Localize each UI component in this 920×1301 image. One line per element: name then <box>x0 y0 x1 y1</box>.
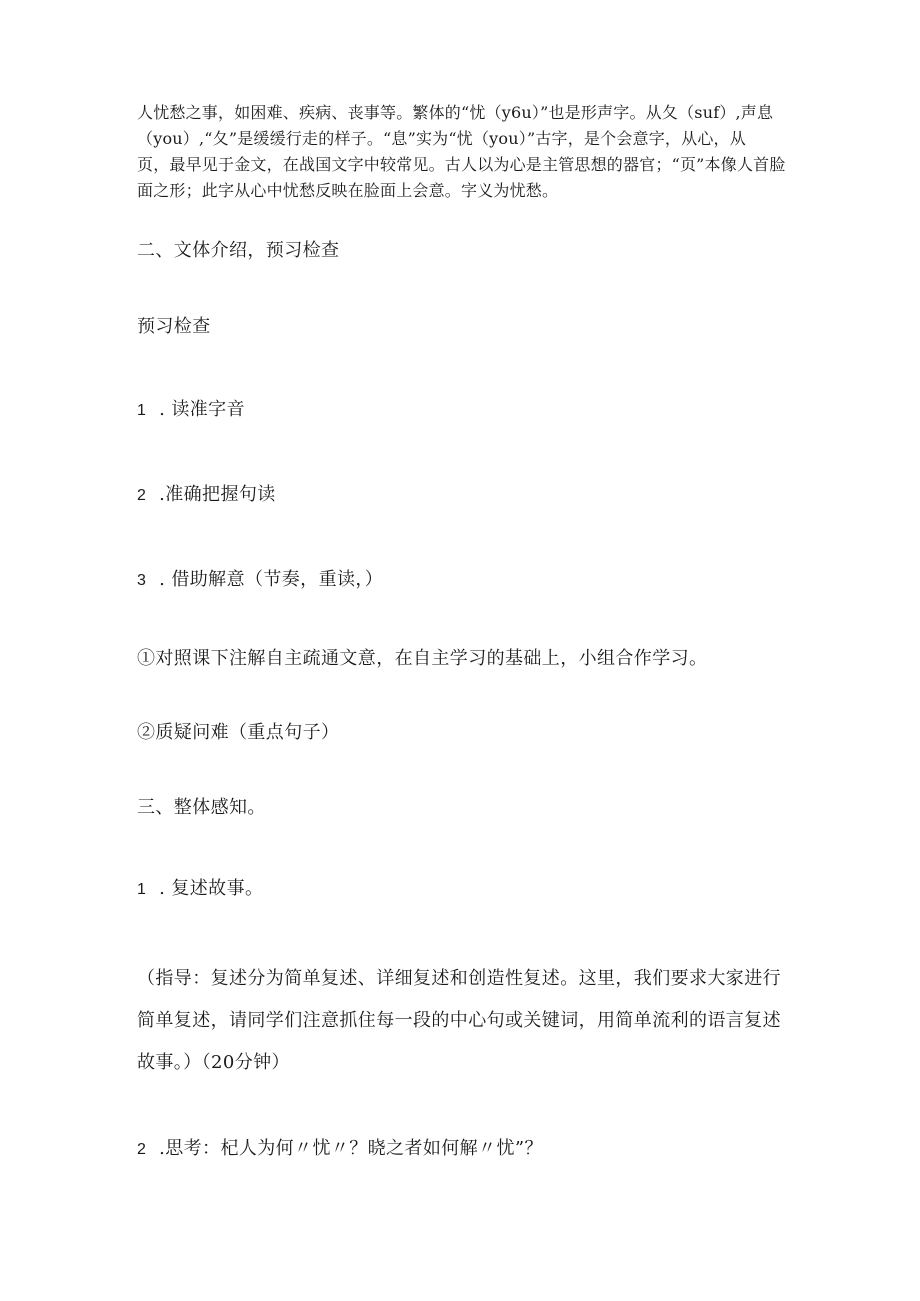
list-item-retell-story <box>137 876 263 903</box>
intro-line-4: 面之形；此字从心中忧愁反映在脸面上会意。字义为忧愁。 <box>137 181 559 200</box>
list-item-text: . 借助解意（节奏，重读，） <box>153 569 384 590</box>
guide-line-1: （指导：复述分为简单复述、详细复述和创造性复述。这里，我们要求大家进行 <box>137 968 781 989</box>
list-item-sentence-pauses <box>137 482 276 509</box>
intro-paragraph <box>137 100 787 204</box>
list-number: 2 <box>137 1141 147 1158</box>
guide-line-3: 故事。）（20分钟） <box>137 1052 290 1073</box>
list-number: 1 <box>137 881 147 898</box>
list-item-understand-meaning <box>137 567 383 594</box>
list-number: 2 <box>137 487 147 504</box>
intro-line-1: 人忧愁之事，如困难、疾病、丧事等。繁体的“忧（y6u）”也是形声字。从夂（suf）,声息 <box>137 103 774 122</box>
sub-item-questions: ②质疑问难（重点句子） <box>137 722 340 743</box>
preview-check-subheading: 预习检查 <box>137 316 211 337</box>
list-item-read-pronunciation <box>137 397 245 424</box>
list-item-think-question <box>137 1136 543 1163</box>
guide-line-2: 简单复述，请同学们注意抓住每一段的中心句或关键词，用简单流利的语言复述 <box>137 1010 781 1031</box>
list-item-text: . 复述故事。 <box>153 878 264 899</box>
intro-line-2: （you）,“夂”是缓缓行走的样子。“息”实为“忧（you）”古字，是个会意字，从心，从 <box>137 129 746 148</box>
list-number: 1 <box>137 402 147 419</box>
intro-line-3: 页，最早见于金文，在战国文字中较常见。古人以为心是主管思想的器官；“页”本像人首脸 <box>137 155 786 174</box>
list-item-text: .准确把握句读 <box>153 484 276 505</box>
list-item-text: . 读准字音 <box>153 399 245 420</box>
section-3-heading: 三、整体感知。 <box>137 797 266 818</box>
section-2-heading: 二、文体介绍，预习检查 <box>137 240 340 261</box>
guide-paragraph <box>137 958 797 1084</box>
list-item-text: .思考：杞人为何〃忧〃？晓之者如何解〃忧”？ <box>153 1138 543 1159</box>
sub-item-self-study: ①对照课下注解自主疏通文意，在自主学习的基础上，小组合作学习。 <box>137 648 708 669</box>
list-number: 3 <box>137 572 147 589</box>
